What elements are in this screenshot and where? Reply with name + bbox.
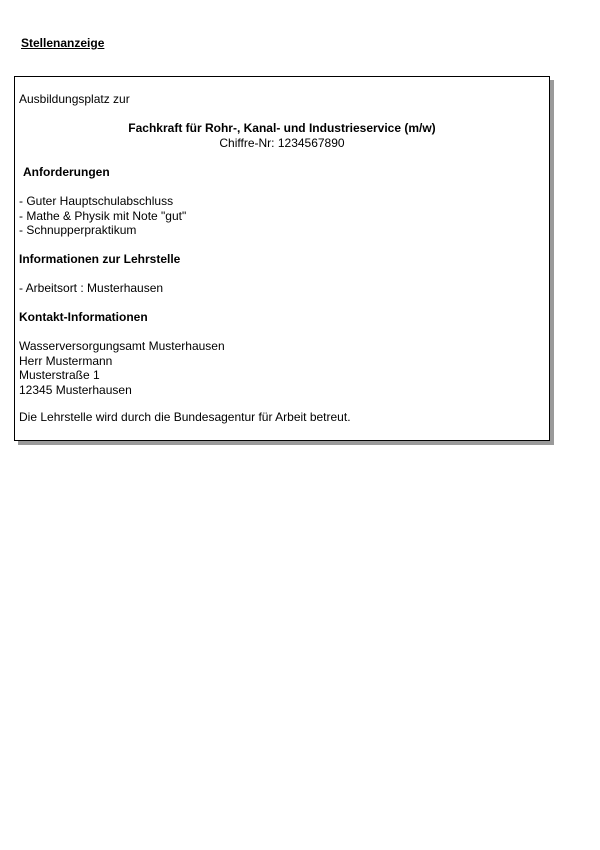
address-line: 12345 Musterhausen xyxy=(19,382,132,397)
info-list xyxy=(19,281,163,296)
list-item: - Mathe & Physik mit Note "gut" xyxy=(19,208,187,223)
requirements-heading: Anforderungen xyxy=(23,165,110,179)
address-line: Musterstraße 1 xyxy=(19,368,100,382)
contact-address xyxy=(19,339,225,397)
list-item: - Arbeitsort : Musterhausen xyxy=(19,281,164,295)
page-heading: Stellenanzeige xyxy=(21,36,105,50)
list-item: - Schnupperpraktikum xyxy=(19,223,137,237)
chiffre-number: Chiffre-Nr: 1234567890 xyxy=(219,135,345,150)
agency-note: Die Lehrstelle wird durch die Bundesagentur für Arbeit betreut. xyxy=(19,410,351,424)
info-heading: Informationen zur Lehrstelle xyxy=(19,252,181,266)
address-line: Herr Mustermann xyxy=(19,353,113,368)
address-line: Wasserversorgungsamt Musterhausen xyxy=(19,339,225,353)
job-title-block xyxy=(19,121,545,150)
ad-intro: Ausbildungsplatz zur xyxy=(19,92,130,106)
list-item: - Guter Hauptschulabschluss xyxy=(19,194,174,208)
requirements-list xyxy=(19,194,186,238)
contact-heading: Kontakt-Informationen xyxy=(19,310,148,324)
job-ad-box xyxy=(14,76,550,441)
job-title: Fachkraft für Rohr-, Kanal- und Industrieservice (m/w) xyxy=(128,121,436,135)
